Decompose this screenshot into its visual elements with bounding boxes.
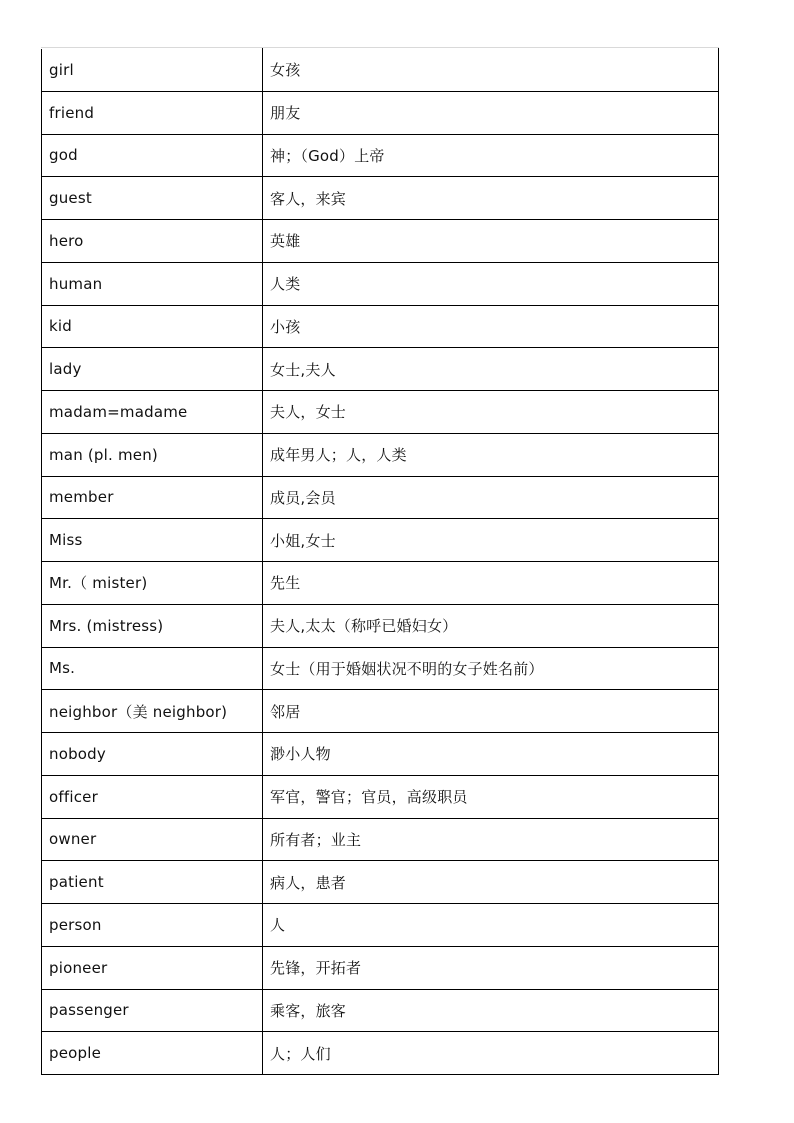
word-cell: person [42, 904, 263, 947]
word-cell: neighbor（美 neighbor) [42, 690, 263, 733]
table-row [42, 946, 719, 989]
word-cell: man (pl. men) [42, 433, 263, 476]
word-cell: owner [42, 818, 263, 861]
table-row [42, 177, 719, 220]
table-row [42, 91, 719, 134]
table-row [42, 476, 719, 519]
meaning-cell: 小孩 [263, 305, 719, 348]
word-cell: passenger [42, 989, 263, 1032]
meaning-cell: 军官，警官；官员，高级职员 [263, 775, 719, 818]
table-row [42, 1032, 719, 1075]
meaning-cell: 夫人，女士 [263, 391, 719, 434]
table-row [42, 348, 719, 391]
table-row [42, 775, 719, 818]
table-row [42, 604, 719, 647]
word-cell: madam=madame [42, 391, 263, 434]
vocabulary-table-body [42, 49, 719, 1075]
meaning-cell: 人 [263, 904, 719, 947]
meaning-cell: 夫人,太太（称呼已婚妇女） [263, 604, 719, 647]
word-cell: lady [42, 348, 263, 391]
table-row [42, 562, 719, 605]
meaning-cell: 朋友 [263, 91, 719, 134]
table-row [42, 305, 719, 348]
word-cell: god [42, 134, 263, 177]
table-row [42, 391, 719, 434]
table-row [42, 647, 719, 690]
meaning-cell: 先生 [263, 562, 719, 605]
table-row [42, 262, 719, 305]
meaning-cell: 成员,会员 [263, 476, 719, 519]
table-row [42, 989, 719, 1032]
meaning-cell: 邻居 [263, 690, 719, 733]
meaning-cell: 乘客，旅客 [263, 989, 719, 1032]
meaning-cell: 神；（God）上帝 [263, 134, 719, 177]
word-cell: Ms. [42, 647, 263, 690]
table-row [42, 861, 719, 904]
table-row [42, 818, 719, 861]
table-row [42, 690, 719, 733]
table-row [42, 733, 719, 776]
table-row [42, 433, 719, 476]
word-cell: Mrs. (mistress) [42, 604, 263, 647]
word-cell: hero [42, 220, 263, 263]
meaning-cell: 英雄 [263, 220, 719, 263]
meaning-cell: 客人，来宾 [263, 177, 719, 220]
meaning-cell: 所有者；业主 [263, 818, 719, 861]
word-cell: Mr.（ mister) [42, 562, 263, 605]
meaning-cell: 渺小人物 [263, 733, 719, 776]
word-cell: Miss [42, 519, 263, 562]
word-cell: human [42, 262, 263, 305]
vocabulary-table [41, 48, 719, 1075]
word-cell: people [42, 1032, 263, 1075]
meaning-cell: 小姐,女士 [263, 519, 719, 562]
table-row [42, 904, 719, 947]
word-cell: friend [42, 91, 263, 134]
meaning-cell: 成年男人；人，人类 [263, 433, 719, 476]
word-cell: pioneer [42, 946, 263, 989]
meaning-cell: 先锋，开拓者 [263, 946, 719, 989]
word-cell: member [42, 476, 263, 519]
meaning-cell: 病人，患者 [263, 861, 719, 904]
table-row [42, 134, 719, 177]
table-row [42, 49, 719, 92]
word-cell: guest [42, 177, 263, 220]
word-cell: nobody [42, 733, 263, 776]
meaning-cell: 人；人们 [263, 1032, 719, 1075]
word-cell: girl [42, 49, 263, 92]
meaning-cell: 人类 [263, 262, 719, 305]
word-cell: patient [42, 861, 263, 904]
word-cell: kid [42, 305, 263, 348]
word-cell: officer [42, 775, 263, 818]
meaning-cell: 女士,夫人 [263, 348, 719, 391]
table-row [42, 519, 719, 562]
table-row [42, 220, 719, 263]
meaning-cell: 女士（用于婚姻状况不明的女子姓名前） [263, 647, 719, 690]
meaning-cell: 女孩 [263, 49, 719, 92]
